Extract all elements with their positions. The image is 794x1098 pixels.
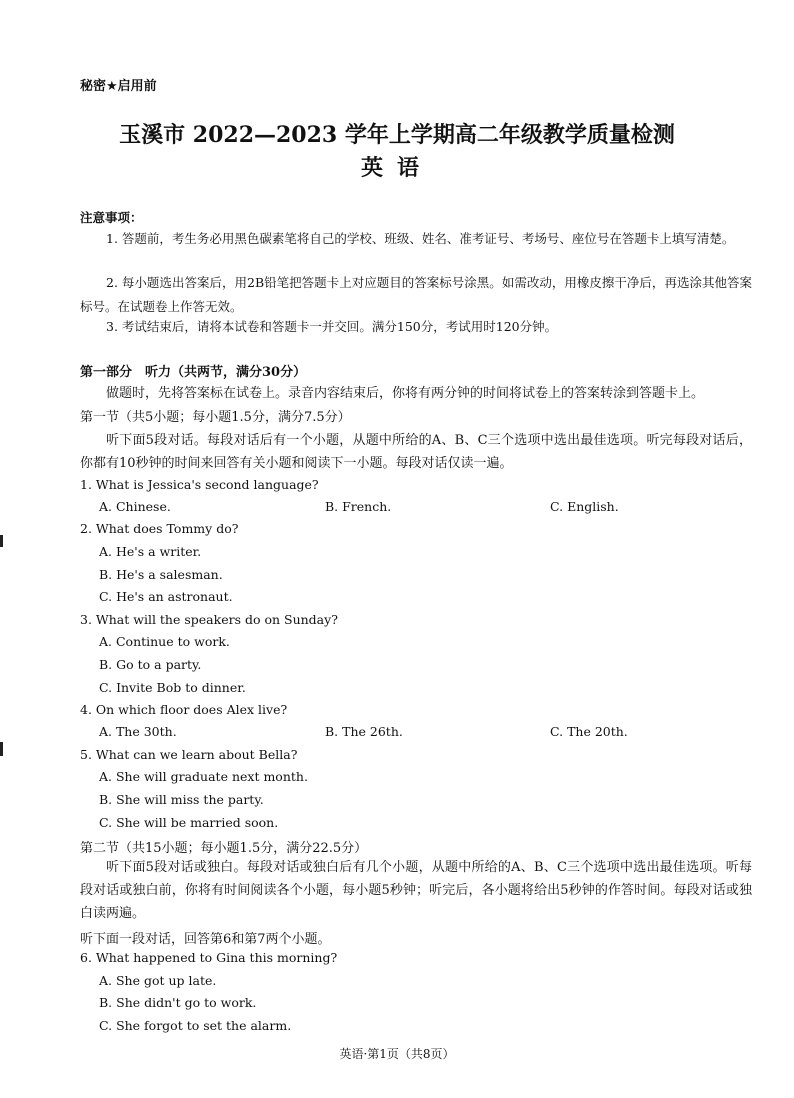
section1-instructions: 听下面5段对话。每段对话后有一个小题，从题中所给的A、B、C三个选项中选出最佳选项。听完每段对话后，你都有10秒钟的时间来回答有关小题和阅读下一小题。每段对话仅读一遍。 — [80, 433, 752, 471]
question-6-option-c: C. She forgot to set the alarm. — [99, 1018, 292, 1033]
question-6-stem: 6. What happened to Gina this morning? — [80, 950, 338, 965]
question-5-option-c: C. She will be married soon. — [99, 815, 279, 830]
dialogue-intro: 听下面一段对话，回答第6和第7两个小题。 — [80, 932, 331, 947]
question-3-option-a: A. Continue to work. — [99, 634, 230, 649]
part1-heading: 第一部分 听力（共两节，满分30分） — [80, 365, 307, 380]
notice-heading: 注意事项： — [80, 210, 143, 225]
subject-title: 英语 — [360, 155, 433, 181]
section2-heading: 第二节（共15小题；每小题1.5分，满分22.5分） — [80, 841, 368, 856]
question-4-option-a: A. The 30th. — [99, 724, 177, 739]
confidential-label: 秘密★启用前 — [80, 79, 157, 94]
scan-edge-mark — [0, 535, 3, 547]
question-3-stem: 3. What will the speakers do on Sunday? — [80, 612, 338, 627]
question-5-stem: 5. What can we learn about Bella? — [80, 747, 298, 762]
question-2-stem: 2. What does Tommy do? — [80, 521, 239, 536]
question-4-option-c: C. The 20th. — [550, 724, 628, 739]
question-2-option-b: B. He's a salesman. — [99, 567, 223, 582]
question-1-option-c: C. English. — [550, 499, 619, 514]
part1-intro: 做题时，先将答案标在试卷上。录音内容结束后，你将有两分钟的时间将试卷上的答案转涂到答题卡上。 — [106, 386, 705, 401]
scan-edge-mark — [0, 742, 3, 756]
question-1-option-b: B. French. — [325, 499, 392, 514]
question-2-option-a: A. He's a writer. — [99, 544, 202, 559]
question-6-option-b: B. She didn't go to work. — [99, 995, 257, 1010]
question-5-option-b: B. She will miss the party. — [99, 792, 264, 807]
notice-item-1: 1. 答题前，考生务必用黑色碳素笔将自己的学校、班级、姓名、准考证号、考场号、座位号在答题卡上填写清楚。 — [106, 231, 735, 246]
section2-instructions: 听下面5段对话或独白。每段对话或独白后有几个小题，从题中所给的A、B、C三个选项中选出最佳选项。听每段对话或独白前，你将有时间阅读各个小题，每小题5秒钟；听完后，各小题将给出5秒钟的作答时间。每段对话或独白读两遍。 — [80, 860, 752, 921]
question-4-option-b: B. The 26th. — [325, 724, 403, 739]
exam-title: 玉溪市 2022—2023 学年上学期高二年级教学质量检测 — [119, 122, 675, 148]
question-5-option-a: A. She will graduate next month. — [99, 769, 308, 784]
question-1-stem: 1. What is Jessica's second language? — [80, 477, 319, 492]
question-2-option-c: C. He's an astronaut. — [99, 589, 233, 604]
question-4-stem: 4. On which floor does Alex live? — [80, 702, 288, 717]
page-footer: 英语·第1页（共8页） — [339, 1047, 455, 1061]
question-6-option-a: A. She got up late. — [99, 973, 217, 988]
notice-item-3: 3. 考试结束后，请将本试卷和答题卡一并交回。满分150分，考试用时120分钟。 — [106, 319, 558, 334]
section1-heading: 第一节（共5小题；每小题1.5分，满分7.5分） — [80, 410, 351, 425]
question-3-option-b: B. Go to a party. — [99, 657, 202, 672]
question-3-option-c: C. Invite Bob to dinner. — [99, 680, 246, 695]
question-1-option-a: A. Chinese. — [99, 499, 171, 514]
notice-item-2: 2. 每小题选出答案后，用2B铅笔把答题卡上对应题目的答案标号涂黑。如需改动，用橡皮擦干净后，再选涂其他答案标号。在试题卷上作答无效。 — [80, 275, 752, 314]
